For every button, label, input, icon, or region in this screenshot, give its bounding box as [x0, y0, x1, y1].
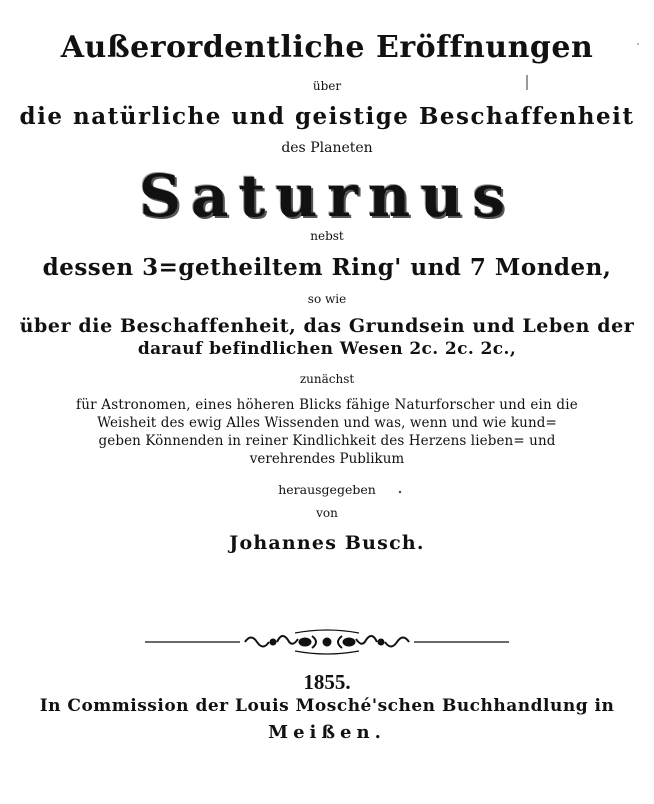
beings-line-2: darauf befindlichen Wesen 2c. 2c. 2c.,	[137, 339, 517, 359]
subject-line: die natürliche und geistige Beschaffenheit	[19, 103, 635, 130]
rings-moons-line: dessen 3=getheiltem Ring' und 7 Monden,	[42, 254, 612, 281]
connector-text: zunächst	[299, 372, 355, 386]
publisher-city: Meißen.	[268, 722, 386, 743]
main-heading: Außerordentliche Eröffnungen	[60, 30, 594, 65]
audience-line-3: geben Könnenden in reiner Kindlichkeit des Herzens lieben= und	[98, 433, 556, 449]
planet-name: Saturnus	[139, 162, 515, 230]
audience-line-1: für Astronomen, eines höheren Blicks fähige Naturforscher und ein die	[76, 397, 578, 413]
publisher-line: In Commission der Louis Mosché'schen Buchhandlung in	[39, 696, 615, 716]
planet-intro: des Planeten	[281, 140, 373, 156]
audience-line-4: verehrendes Publikum	[249, 451, 405, 467]
ornamental-rule-icon	[145, 628, 509, 656]
beings-line-1: über die Beschaffenheit, das Grundsein und Leben der	[19, 315, 635, 337]
connector-text: über	[312, 79, 342, 93]
author-name: Johannes Busch.	[229, 532, 425, 554]
audience-line-2: Weisheit des ewig Alles Wissenden und was, wenn und wie kund=	[97, 415, 557, 431]
connector-text: nebst	[310, 229, 344, 243]
by-label: von	[316, 506, 338, 520]
publication-year: 1855.	[303, 670, 351, 694]
edited-by-label: herausgegeben	[278, 482, 376, 497]
connector-text: so wie	[307, 292, 347, 306]
